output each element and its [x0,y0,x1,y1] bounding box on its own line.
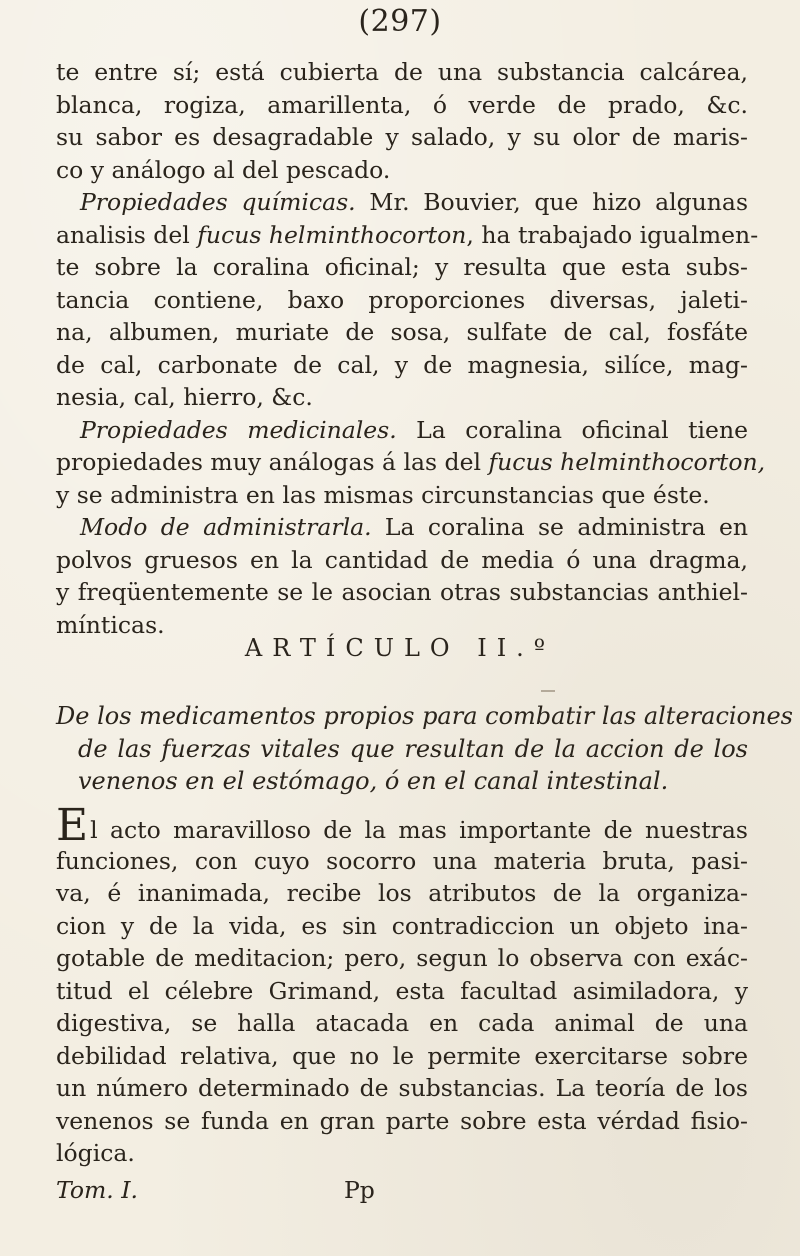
text-line: gotable de meditacion; pero, segun lo observa con exác- [56,944,748,972]
text-line: cion y de la vida, es sin contradiccion un objeto ina- [56,911,748,940]
text-fragment: propiedades muy análogas á las del [56,448,489,476]
drop-cap: E [56,800,89,851]
text-line: nesia, cal, hierro, &c. [56,383,313,411]
text-line: na, albumen, muriate de sosa, sulfate de cal, fosfáte [56,318,748,346]
subtitle-line: venenos en el estómago, ó en el canal intestinal. [78,767,669,795]
text-line: te sobre la coralina oficinal; y resulta que esta subs- [56,253,748,281]
heading-medicinal-properties: Propiedades medicinales. [80,415,397,444]
text-fragment: l acto maravilloso de la mas importante de nuestras [90,816,748,844]
text-line: un número determinado de substancias. La teoría de los [56,1074,748,1102]
text-line [56,800,748,851]
text-line: tancia contiene, baxo proporciones diversas, jaleti- [56,285,748,314]
text-line: mínticas. [56,610,165,639]
species-name: fucus helminthocorton, [488,448,766,476]
text-line: va, é inanimada, recibe los atributos de la organiza- [56,879,748,907]
text-line: de cal, carbonate de cal, y de magnesia, silíce, mag- [56,350,748,379]
signature-mark: Pp [344,1176,375,1204]
text-line: funciones, con cuyo socorro una materia bruta, pasi- [56,846,748,875]
text-line: su sabor es desagradable y salado, y su olor de maris- [56,123,748,151]
article-body [56,800,748,1170]
text-line: y freqüentemente se le asocian otras substancias anthiel- [56,578,748,606]
text-line [56,446,766,479]
text-line: lógica. [56,1139,135,1167]
text-line: co y análogo al del pescado. [56,155,391,184]
paragraph-chemical-properties [56,186,748,219]
article-heading: ARTÍCULO II.º [244,634,556,662]
text-fragment: Mr. Bouvier, que hizo algunas [355,188,749,216]
text-line: polvos gruesos en la cantidad de media ó una dragma, [56,545,748,574]
text-line: debilidad relativa, que no le permite exercitarse sobre [56,1041,748,1070]
text-line [56,219,759,252]
paragraph-medicinal-properties [56,414,748,447]
article-subtitle [56,700,793,798]
subtitle-line: de las fuerzas vitales que resultan de la accion de los [78,734,748,763]
text-line: titud el célebre Grimand, esta facultad asimiladora, y [56,976,748,1005]
text-line: blanca, rogiza, amarillenta, ó verde de prado, &c. [56,90,748,119]
page-footer [56,1176,748,1212]
species-name: fucus helminthocorton [197,220,467,249]
heading-chemical-properties: Propiedades químicas. [80,188,356,216]
text-fragment: , ha trabajado igualmen- [466,220,759,249]
text-fragment: La coralina oficinal tiene [396,415,748,444]
heading-ornament [541,690,555,692]
text-fragment: analisis del [56,220,198,249]
text-fragment: La coralina se administra en [371,513,748,541]
volume-label: Tom. I. [56,1176,138,1204]
text-line: y se administra en las mismas circunstancias que éste. [56,480,710,509]
text-line: venenos se funda en gran parte sobre esta vérdad fisio- [56,1106,748,1135]
paragraph-administration [56,511,748,544]
subtitle-line: De los medicamentos propios para combatir las alteraciones [56,702,793,730]
text-line: digestiva, se halla atacada en cada animal de una [56,1009,748,1037]
heading-administration: Modo de administrarla. [80,513,372,541]
page-number: (297) [358,4,442,39]
upper-text-block [56,56,766,641]
text-line: te entre sí; está cubierta de una substancia calcárea, [56,58,748,86]
